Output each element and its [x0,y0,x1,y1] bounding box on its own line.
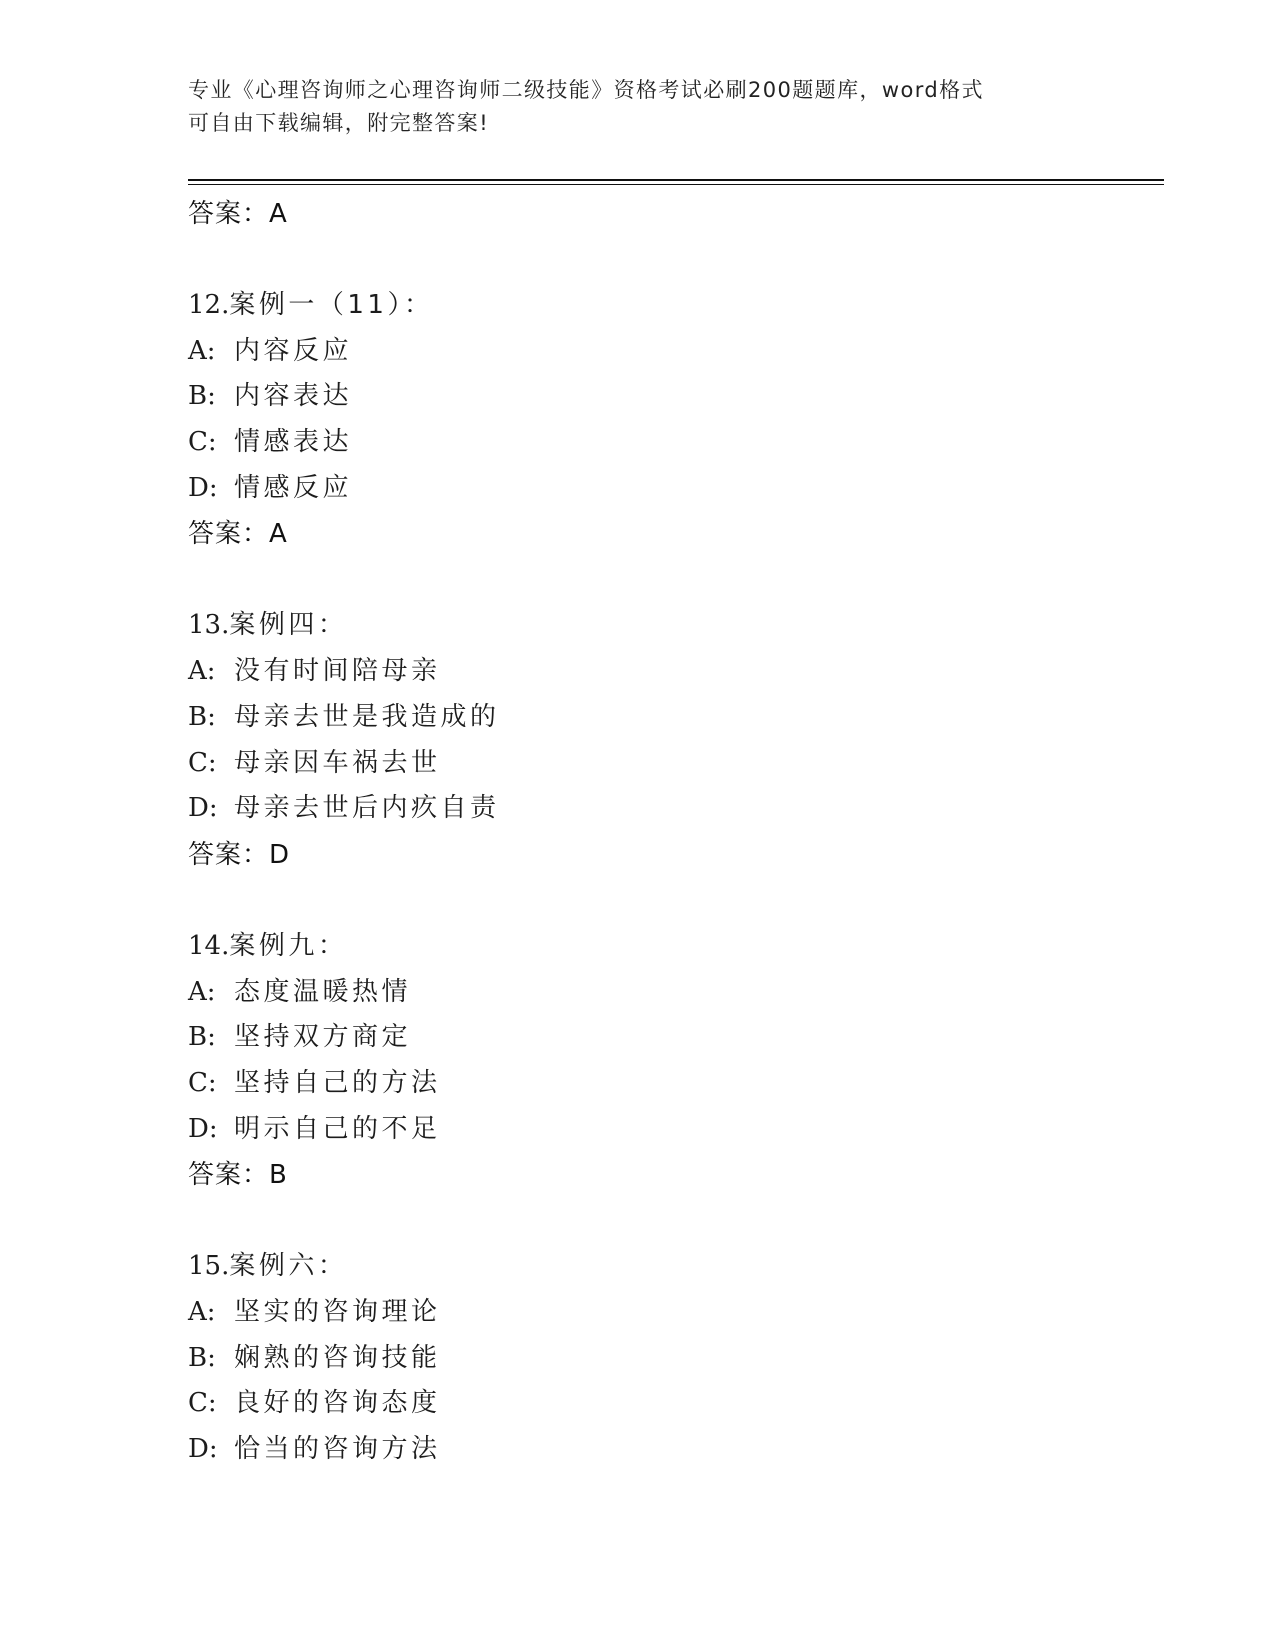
answer-line: 答案：A [188,519,288,550]
question-title [188,283,1164,329]
spacer [188,878,1164,924]
spacer [188,237,1164,283]
option-letter: A: [188,976,216,1007]
question-number: 13. [188,610,230,641]
option-letter: B: [188,701,216,732]
option-text: 明示自己的不足 [234,1113,441,1144]
option-letter: C: [188,1067,217,1098]
option-letter: D: [188,1113,218,1144]
option-text: 没有时间陪母亲 [234,656,441,687]
spacer [188,1198,1164,1244]
option-letter: C: [188,1388,217,1419]
option-item [188,741,1164,787]
question-number: 15. [188,1251,230,1282]
question-number: 14. [188,930,230,961]
header-divider-thin [188,184,1164,185]
option-text: 良好的咨询态度 [234,1388,441,1419]
option-item [188,466,1164,512]
option-text: 内容表达 [234,381,353,412]
option-text: 内容反应 [234,335,353,366]
question-text: 案例一（11）： [229,290,434,320]
document-header [188,74,1088,140]
option-letter: D: [188,472,218,503]
option-letter: A: [188,656,216,687]
question-block [188,283,1164,557]
header-title-line-2: 可自由下载编辑，附完整答案! [188,111,490,135]
option-text: 娴熟的咨询技能 [234,1342,441,1373]
option-letter: C: [188,427,217,458]
option-text: 母亲去世是我造成的 [234,701,500,732]
option-item [188,1381,1164,1427]
option-letter: C: [188,747,217,778]
question-text: 案例九： [229,930,348,961]
option-item [188,649,1164,695]
option-item [188,1015,1164,1061]
option-text: 情感反应 [234,472,353,503]
question-block [188,924,1164,1198]
option-letter: A: [188,1297,216,1327]
question-title [188,603,1164,649]
option-item [188,420,1164,466]
question-text: 案例六： [229,1251,348,1282]
spacer [188,557,1164,603]
option-item [188,786,1164,832]
answer-line: 答案：B [188,1160,288,1191]
option-letter: D: [188,1434,218,1465]
option-text: 坚持双方商定 [234,1022,412,1053]
option-item [188,970,1164,1016]
option-text: 母亲去世后内疚自责 [234,793,500,824]
question-block [188,603,1164,877]
option-letter: B: [188,381,216,412]
question-title [188,1244,1164,1290]
option-text: 母亲因车祸去世 [234,747,441,778]
option-item [188,695,1164,741]
option-letter: B: [188,1022,216,1053]
option-letter: B: [188,1342,216,1373]
option-item [188,1427,1164,1473]
option-letter: A: [188,335,216,366]
option-text: 坚实的咨询理论 [234,1297,441,1327]
option-item [188,1061,1164,1107]
answer-line: 答案：A [188,199,288,229]
option-text: 态度温暖热情 [234,976,412,1007]
question-number: 12. [188,290,230,320]
question-text: 案例四： [229,610,348,641]
answer-line: 答案：D [188,839,291,870]
question-block [188,1244,1164,1472]
header-divider-thick [188,179,1164,181]
option-text: 情感表达 [234,427,353,458]
question-list [188,191,1164,1473]
option-item [188,1290,1164,1336]
option-item [188,329,1164,375]
option-item [188,374,1164,420]
header-title-line-1: 专业《心理咨询师之心理咨询师二级技能》资格考试必刷200题题库，word格式 [188,78,984,102]
option-item [188,1107,1164,1153]
option-item [188,1336,1164,1382]
option-text: 坚持自己的方法 [234,1067,441,1098]
question-title [188,924,1164,970]
option-text: 恰当的咨询方法 [234,1434,441,1465]
option-letter: D: [188,793,218,824]
